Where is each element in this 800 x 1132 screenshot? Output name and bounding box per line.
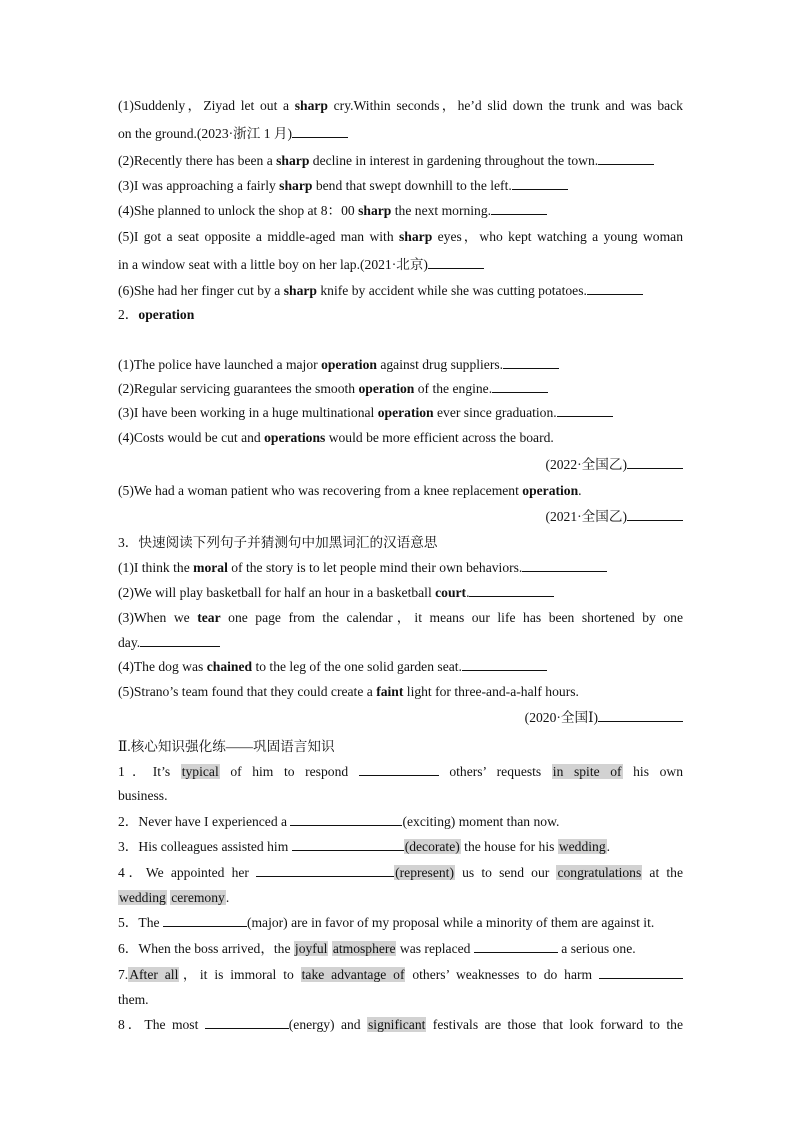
- highlighted-word: atmosphere: [332, 941, 396, 956]
- q5: 5．The (major) are in favor of my proposal while a minority of them are against it.: [118, 915, 655, 930]
- bold-word: faint: [376, 684, 404, 699]
- guess-item-1: (1)I think the moral of the story is to let people mind their own behaviors.: [118, 559, 607, 577]
- highlighted-word: in spite of: [552, 764, 622, 779]
- highlighted-word: wedding: [558, 839, 606, 854]
- bold-word: sharp: [358, 203, 392, 218]
- guess-item-3-line-2: day.: [118, 634, 220, 652]
- answer-blank[interactable]: [462, 658, 547, 671]
- answer-blank[interactable]: [163, 914, 247, 927]
- bold-word: tear: [197, 610, 221, 625]
- highlighted-word: (decorate): [404, 839, 460, 854]
- answer-blank[interactable]: [587, 282, 643, 295]
- q7-line-2: them.: [118, 992, 149, 1007]
- answer-blank[interactable]: [491, 202, 547, 215]
- highlighted-word: ceremony: [171, 890, 225, 905]
- answer-blank[interactable]: [359, 763, 439, 776]
- answer-blank[interactable]: [428, 256, 484, 269]
- bold-word: operations: [264, 430, 326, 445]
- item-1-line-1: (1)Suddenly，Ziyad let out a sharp cry.Within seconds，he’d slid down the trunk and was back: [118, 98, 683, 113]
- bold-word: sharp: [276, 153, 310, 168]
- op-item-5: (5)We had a woman patient who was recovering from a knee replacement operation.: [118, 483, 582, 498]
- answer-blank[interactable]: [557, 404, 613, 417]
- q6: 6．When the boss arrived，the joyful atmosphere was replaced a serious one.: [118, 941, 636, 956]
- bold-word: sharp: [279, 178, 313, 193]
- q7-line-1: 7.After all，it is immoral to take advantage of others’ weaknesses to do harm: [118, 966, 683, 984]
- item-1-line-2: on the ground.(2023·浙江 1 月): [118, 125, 348, 143]
- answer-blank[interactable]: [599, 966, 683, 979]
- bold-word: moral: [193, 560, 228, 575]
- answer-blank[interactable]: [205, 1016, 289, 1029]
- bold-word: sharp: [283, 283, 317, 298]
- answer-blank[interactable]: [598, 152, 654, 165]
- item-3: (3)I was approaching a fairly sharp bend that swept downhill to the left.: [118, 177, 568, 195]
- q1-line-1: 1．It’s typical of him to respond others’ requests in spite of his own: [118, 764, 683, 779]
- answer-blank[interactable]: [292, 125, 348, 138]
- guess-item-2: (2)We will play basketball for half an hour in a basketball court.: [118, 584, 554, 602]
- highlighted-word: wedding: [119, 890, 166, 905]
- answer-blank[interactable]: [469, 584, 554, 597]
- op-item-2: (2)Regular servicing guarantees the smooth operation of the engine.: [118, 380, 548, 398]
- highlighted-word: (represent): [395, 865, 454, 880]
- answer-blank[interactable]: [598, 709, 683, 722]
- item-5-line-2: in a window seat with a little boy on her lap.(2021·北京): [118, 256, 484, 274]
- bold-word: sharp: [294, 98, 328, 113]
- highlighted-word: typical: [181, 764, 219, 779]
- answer-blank[interactable]: [140, 634, 220, 647]
- item-6: (6)She had her finger cut by a sharp knife by accident while she was cutting potatoes.: [118, 282, 643, 300]
- answer-blank[interactable]: [503, 356, 559, 369]
- bold-word: court: [435, 585, 467, 600]
- bold-word: chained: [206, 659, 253, 674]
- q8-line-1: 8．The most (energy) and significant festivals are those that look forward to the: [118, 1017, 683, 1032]
- guess-item-4: (4)The dog was chained to the leg of the one solid garden seat.: [118, 658, 547, 676]
- bold-word: sharp: [399, 229, 433, 244]
- answer-blank[interactable]: [627, 456, 683, 469]
- q1-line-2: business.: [118, 788, 168, 803]
- answer-blank[interactable]: [290, 813, 402, 826]
- bold-word: operation: [377, 405, 434, 420]
- bold-word: operation: [358, 381, 415, 396]
- highlighted-word: joyful: [294, 941, 328, 956]
- answer-blank[interactable]: [292, 838, 404, 851]
- op-item-1: (1)The police have launched a major operation against drug suppliers.: [118, 356, 559, 374]
- q3: 3．His colleagues assisted him (decorate) the house for his wedding.: [118, 839, 611, 854]
- item-4: (4)She planned to unlock the shop at 8：00 sharp the next morning.: [118, 202, 547, 220]
- answer-blank[interactable]: [627, 508, 683, 521]
- op-item-3: (3)I have been working in a huge multinational operation ever since graduation.: [118, 404, 613, 422]
- q4-line-2: wedding ceremony.: [119, 890, 230, 905]
- part-2-heading: Ⅱ.核心知识强化练——巩固语言知识: [118, 739, 335, 754]
- answer-blank[interactable]: [256, 864, 394, 877]
- guess-item-5-source: (2020·全国Ⅰ): [525, 709, 683, 727]
- q2: 2．Never have I experienced a (exciting) moment than now.: [118, 814, 560, 829]
- highlighted-word: take advantage of: [301, 967, 405, 982]
- bold-word: operation: [522, 483, 579, 498]
- guess-item-3-line-1: (3)When we tear one page from the calendar，it means our life has been shortened by one: [118, 610, 683, 625]
- answer-blank[interactable]: [512, 177, 568, 190]
- section-3-heading: 3．快速阅读下列句子并猜测句中加黑词汇的汉语意思: [118, 535, 438, 550]
- op-item-5-source: (2021·全国乙): [545, 508, 683, 526]
- op-item-4: (4)Costs would be cut and operations would be more efficient across the board.: [118, 430, 554, 445]
- highlighted-word: After all: [129, 967, 179, 982]
- item-5-line-1: (5)I got a seat opposite a middle-aged man with sharp eyes，who kept watching a young woman: [118, 229, 683, 244]
- answer-blank[interactable]: [492, 380, 548, 393]
- op-item-4-source: (2022·全国乙): [545, 456, 683, 474]
- guess-item-5: (5)Strano’s team found that they could create a faint light for three-and-a-half hours.: [118, 684, 579, 699]
- bold-word: operation: [321, 357, 377, 372]
- answer-blank[interactable]: [522, 559, 607, 572]
- highlighted-word: congratulations: [557, 865, 642, 880]
- answer-blank[interactable]: [474, 940, 558, 953]
- highlighted-word: significant: [368, 1017, 426, 1032]
- q4-line-1: 4．We appointed her (represent) us to send our congratulations at the: [118, 865, 683, 880]
- section-2-heading: 2．operation: [118, 307, 195, 322]
- item-2: (2)Recently there has been a sharp decline in interest in gardening throughout the town.: [118, 152, 654, 170]
